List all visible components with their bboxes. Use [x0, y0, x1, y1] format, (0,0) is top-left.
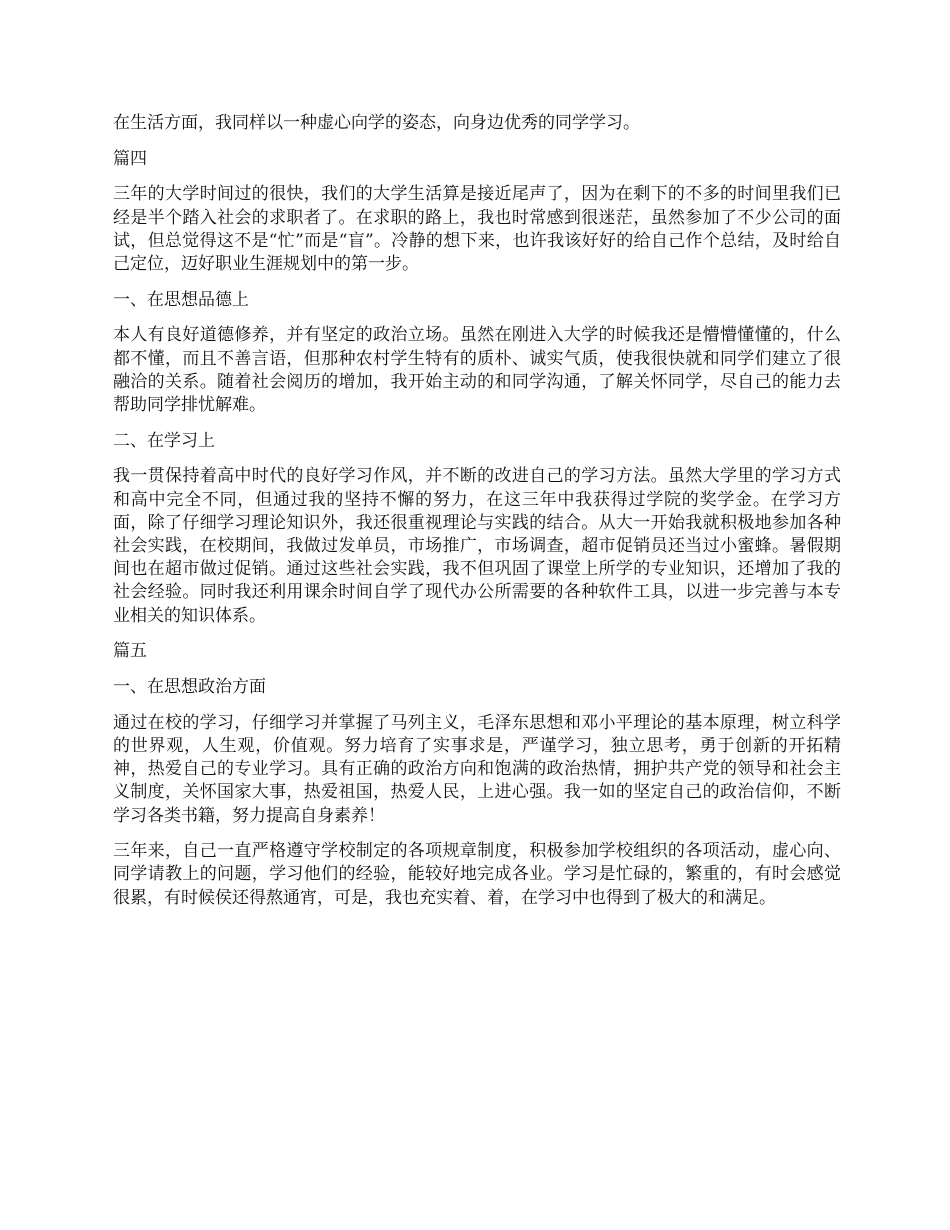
section-heading-part-five: 篇五 — [113, 641, 147, 662]
subheading-study: 二、在学习上 — [113, 430, 215, 451]
subheading-political-thought: 一、在思想政治方面 — [113, 677, 266, 698]
paragraph-college-summary: 三年的大学时间过的很快，我们的大学生活算是接近尾声了，因为在剩下的不多的时间里我们已经是半个踏入社会的求职者了。在求职的路上，我也时常感到很迷茫，虽然参加了不少公司的面试，但总觉得这不是“忙”而是“盲”。冷静的想下来，也许我该好好的给自己作个总结，及时给自己定位，迈好职业生涯规划中的第一步。 — [113, 184, 841, 275]
paragraph-study: 我一贯保持着高中时代的良好学习作风，并不断的改进自己的学习方法。虽然大学里的学习方式和高中完全不同，但通过我的坚持不懈的努力，在这三年中我获得过学院的奖学金。在学习方面，除了仔细学习理论知识外，我还很重视理论与实践的结合。从大一开始我就积极地参加各种社会实践，在校期间，我做过发单员，市场推广，市场调查，超市促销员还当过小蜜蜂。暑假期间也在超市做过促销。通过这些社会实践，我不但巩固了课堂上所学的专业知识，还增加了我的社会经验。同时我还利用课余时间自学了现代办公所需要的各种软件工具，以进一步完善与本专业相关的知识体系。 — [113, 466, 841, 626]
section-heading-part-four: 篇四 — [113, 148, 147, 169]
subheading-moral-character: 一、在思想品德上 — [113, 289, 249, 310]
paragraph-life-attitude: 在生活方面，我同样以一种虚心向学的姿态，向身边优秀的同学学习。 — [113, 113, 640, 133]
document-page — [113, 112, 841, 922]
paragraph-three-years: 三年来，自己一直严格遵守学校制定的各项规章制度，积极参加学校组织的各项活动，虚心向、同学请教上的问题，学习他们的经验，能较好地完成各业。学习是忙碌的，繁重的，有时会感觉很累，有时候侯还得熬通宵，可是，我也充实着、着，在学习中也得到了极大的和满足。 — [113, 841, 841, 908]
paragraph-moral-character: 本人有良好道德修养，并有坚定的政治立场。虽然在刚进入大学的时候我还是懵懵懂懂的，什么都不懂，而且不善言语，但那种农村学生特有的质朴、诚实气质，使我很快就和同学们建立了很融洽的关系。随着社会阅历的增加，我开始主动的和同学沟通，了解关怀同学，尽自己的能力去帮助同学排忧解难。 — [113, 325, 841, 416]
paragraph-political-thought: 通过在校的学习，仔细学习并掌握了马列主义，毛泽东思想和邓小平理论的基本原理，树立科学的世界观，人生观，价值观。努力培育了实事求是，严谨学习，独立思考，勇于创新的开拓精神，热爱自己的专业学习。具有正确的政治方向和饱满的政治热情，拥护共产党的领导和社会主义制度，关怀国家大事，热爱祖国，热爱人民，上进心强。我一如的坚定自己的政治信仰，不断学习各类书籍，努力提高自身素养！ — [113, 712, 841, 826]
